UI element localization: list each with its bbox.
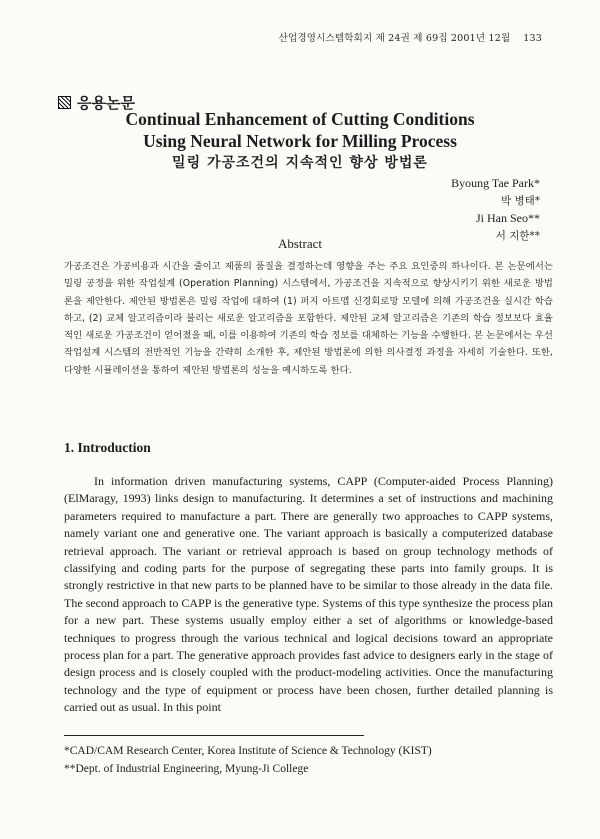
title-line-1: Continual Enhancement of Cutting Conditions xyxy=(125,109,475,129)
paper-title xyxy=(0,108,600,174)
author-1-name-ko: 박 병태* xyxy=(500,194,540,207)
author-list xyxy=(451,175,540,245)
abstract-body: 가공조건은 가공비용과 시간을 줄이고 제품의 품질을 결정하는데 영향을 주는 주요 요인중의 하나이다. 본 논문에서는 밀링 공정을 위한 작업설계 (Operation Planning) 시스템에서, 가공조건을 지속적으로 향상시키기 위한 새로운 방법론을 제안한다. 제안된 방법론은 밀링 작업에 대하여 (1) 퍼지 아트맵 신경회로망 모델에 의해 가공조건을 실시간 학습하고, (2) 교체 알고리즘이라 불리는 새로운 알고리즘을 포함한다. 제안된 교체 알고리즘은 기존의 학습 정보보다 효율적인 새로운 가공조건이 얻어졌을 때, 이를 이용하여 기존의 학습 정보를 대체하는 기능을 수행한다. 본 논문에서는 우선 작업설계 시스템의 전반적인 기능을 간략히 소개한 후, 제안된 방법론에 의한 의사결정 과정을 자세히 기술한다. 또한, 다양한 시뮬레이션을 통하여 제안된 방법론의 성능을 예시하도록 한다. xyxy=(64,261,553,376)
introduction-body: In information driven manufacturing systems, CAPP (Computer-aided Process Planning) (ElMaragy, 1993) links design to manufacturing. It determines a set of instructions and machining parameters required to manufacture a part. There are generally two approaches to CAPP systems, namely variant one and generative one. The variant approach is basically a computerized database retrieval approach. The variant or retrieval approach is based on group technology methods of classifying and coding parts for the purpose of segregating these parts into family groups. It is strongly restrictive in that new parts to be planned have to be similar to those already in the data file. The second approach to CAPP is the generative type. Systems of this type synthesize the process plan for a new part. These systems usually employ either a set of algorithms or knowledge-based techniques to progress through the various technical and logical decisions toward an appropriate process plan for a part. The generative approach provides fast advice to designers early in the stage of design process and is closely coupled with the product-modeling activities. Once the manufacturing technology and the type of equipment or process have been chosen, further detailed planning is carried out as usual. In this point xyxy=(64,474,553,715)
footnotes xyxy=(64,742,432,778)
title-line-2: Using Neural Network for Milling Process xyxy=(143,131,457,151)
introduction-heading: 1. Introduction xyxy=(64,440,151,455)
author-2-name-en: Ji Han Seo** xyxy=(476,211,540,225)
section-tag-label: 응용논문 xyxy=(77,94,135,112)
footnote-1: *CAD/CAM Research Center, Korea Institute of Science & Technology (KIST) xyxy=(64,745,432,757)
abstract-heading: Abstract xyxy=(277,236,323,251)
author-1-name-en: Byoung Tae Park* xyxy=(451,176,540,190)
footnote-divider xyxy=(64,735,364,736)
running-header xyxy=(279,30,542,44)
author-2-name-ko: 서 지한** xyxy=(495,229,540,242)
page-number: 133 xyxy=(523,33,542,44)
title-korean: 밀링 가공조건의 지속적인 향상 방법론 xyxy=(172,155,428,171)
journal-info: 산업경영시스템학회지 제 24권 제 69집 2001년 12월 xyxy=(278,33,511,44)
footnote-2: **Dept. of Industrial Engineering, Myung-Ji College xyxy=(64,763,309,775)
